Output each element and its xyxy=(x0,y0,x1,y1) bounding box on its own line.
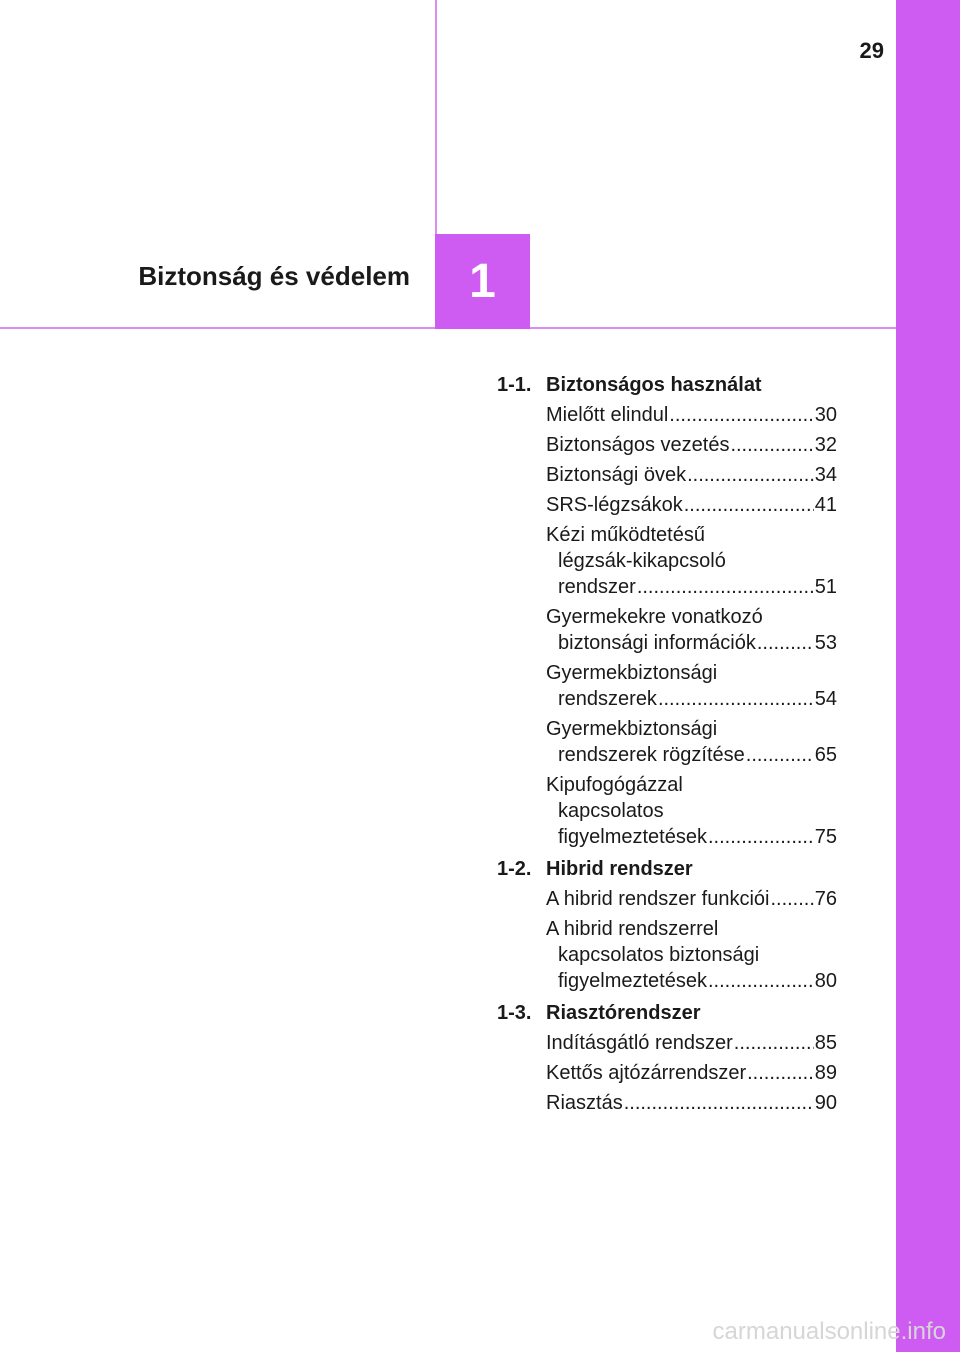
chapter-side-tab xyxy=(896,0,960,1352)
watermark: carmanualsonline.info xyxy=(712,1318,946,1345)
entry-page-number: 75 xyxy=(814,826,837,848)
entry-text: kapcsolatos biztonsági xyxy=(558,944,760,966)
toc-entry[interactable] xyxy=(546,402,837,428)
section-number: 1-3. xyxy=(497,1002,532,1024)
entry-page-number: 65 xyxy=(814,744,837,766)
entry-text: Gyermekbiztonsági xyxy=(546,662,718,684)
dot-leader xyxy=(708,968,814,994)
entry-page-number: 89 xyxy=(814,1062,837,1084)
entry-text: Kézi működtetésű xyxy=(546,524,705,546)
dot-leader xyxy=(747,1060,814,1086)
dot-leader xyxy=(687,462,814,488)
toc-entry[interactable] xyxy=(546,1030,837,1056)
dot-leader xyxy=(637,574,814,600)
toc-entry[interactable] xyxy=(546,432,837,458)
toc-entry[interactable] xyxy=(546,522,837,600)
entry-text: kapcsolatos xyxy=(558,800,664,822)
toc-entry[interactable] xyxy=(546,916,837,994)
dot-leader xyxy=(708,824,814,850)
table-of-contents xyxy=(497,372,837,1120)
toc-entry[interactable] xyxy=(546,716,837,768)
entry-text: rendszerek xyxy=(558,688,657,710)
entry-text: Riasztás xyxy=(546,1092,623,1114)
toc-section-heading[interactable] xyxy=(497,1000,837,1026)
toc-entry[interactable] xyxy=(546,492,837,518)
toc-entry[interactable] xyxy=(546,462,837,488)
entry-text: Mielőtt elindul xyxy=(546,404,669,426)
entry-text: figyelmeztetések xyxy=(558,826,707,848)
entry-text: légzsák-kikapcsoló xyxy=(558,550,726,572)
section-number: 1-1. xyxy=(497,374,532,396)
toc-entry[interactable] xyxy=(546,604,837,656)
toc-entry[interactable] xyxy=(546,1060,837,1086)
entry-text: figyelmeztetések xyxy=(558,970,707,992)
entry-text: A hibrid rendszer funkciói xyxy=(546,888,770,910)
entry-text: Gyermekbiztonsági xyxy=(546,718,718,740)
toc-entry[interactable] xyxy=(546,660,837,712)
dot-leader xyxy=(757,630,814,656)
chapter-number-box: 1 xyxy=(435,234,530,329)
dot-leader xyxy=(658,686,814,712)
toc-entry[interactable] xyxy=(546,886,837,912)
section-number: 1-2. xyxy=(497,858,532,880)
entry-text: Indításgátló rendszer xyxy=(546,1032,733,1054)
entry-text: rendszerek rögzítése xyxy=(558,744,745,766)
entry-page-number: 41 xyxy=(814,494,837,516)
toc-section-heading[interactable] xyxy=(497,372,837,398)
entry-page-number: 53 xyxy=(814,632,837,654)
entry-text: Biztonságos vezetés xyxy=(546,434,730,456)
chapter-title: Biztonság és védelem xyxy=(138,261,410,291)
entry-page-number: 76 xyxy=(814,888,837,910)
entry-text: A hibrid rendszerrel xyxy=(546,918,719,940)
entry-page-number: 90 xyxy=(814,1092,837,1114)
dot-leader xyxy=(730,432,813,458)
section-title: Biztonságos használat xyxy=(546,374,762,396)
dot-leader xyxy=(624,1090,814,1116)
section-title: Hibrid rendszer xyxy=(546,858,693,880)
dot-leader xyxy=(669,402,813,428)
entry-text: Kettős ajtózárrendszer xyxy=(546,1062,747,1084)
entry-page-number: 34 xyxy=(814,464,837,486)
entry-page-number: 80 xyxy=(814,970,837,992)
entry-page-number: 32 xyxy=(814,434,837,456)
entry-text: biztonsági információk xyxy=(558,632,756,654)
dot-leader xyxy=(684,492,814,518)
dot-leader xyxy=(734,1030,814,1056)
dot-leader xyxy=(746,742,814,768)
toc-entry[interactable] xyxy=(546,1090,837,1116)
entry-page-number: 51 xyxy=(814,576,837,598)
entry-text: Gyermekekre vonatkozó xyxy=(546,606,763,628)
entry-page-number: 85 xyxy=(814,1032,837,1054)
entry-page-number: 54 xyxy=(814,688,837,710)
entry-text: SRS-légzsákok xyxy=(546,494,683,516)
entry-text: Kipufogógázzal xyxy=(546,774,683,796)
entry-text: rendszer xyxy=(558,576,636,598)
section-title: Riasztórendszer xyxy=(546,1002,701,1024)
dot-leader xyxy=(770,886,813,912)
entry-page-number: 30 xyxy=(814,404,837,426)
toc-section-heading[interactable] xyxy=(497,856,837,882)
entry-text: Biztonsági övek xyxy=(546,464,687,486)
page-number: 29 xyxy=(859,38,884,63)
toc-entry[interactable] xyxy=(546,772,837,850)
